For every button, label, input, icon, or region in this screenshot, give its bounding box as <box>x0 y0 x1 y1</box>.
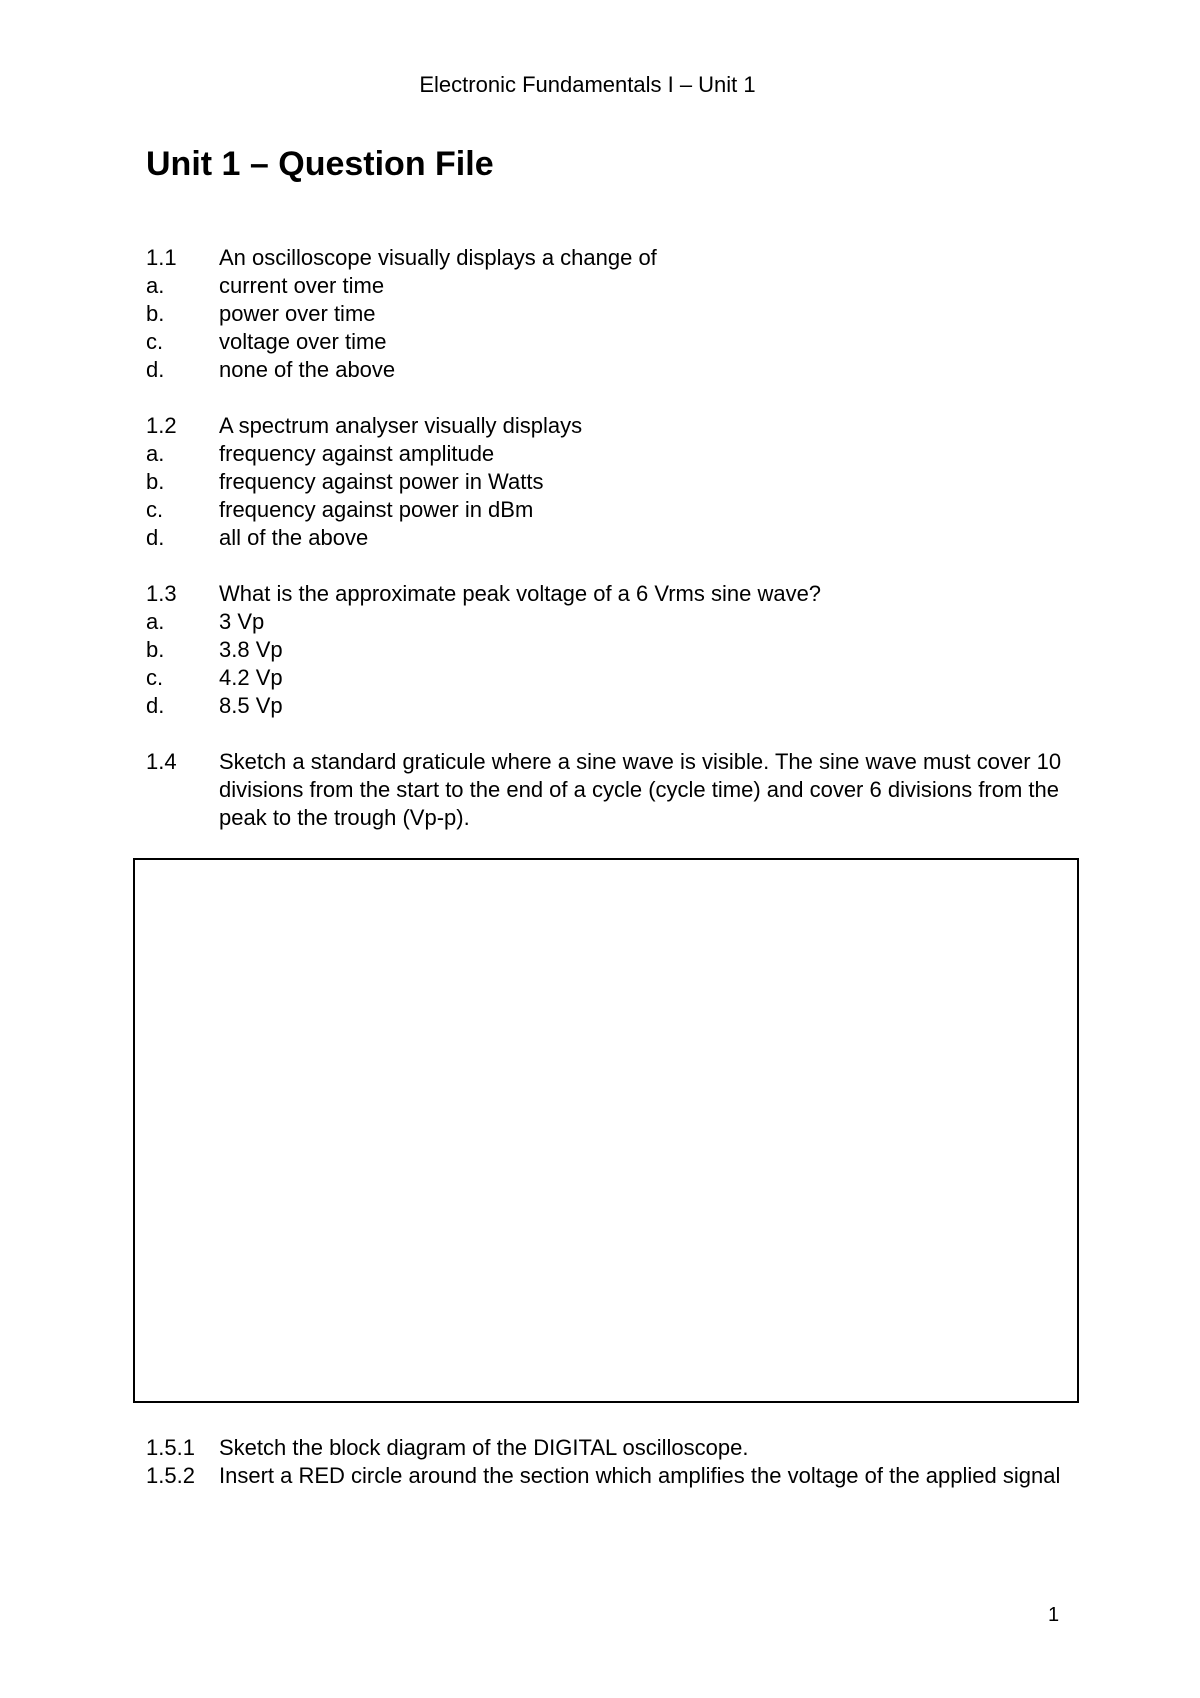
option-text: 3 Vp <box>219 609 265 634</box>
question-number: 1.4 <box>146 749 177 774</box>
question-1-1 <box>146 244 1066 384</box>
answer-option <box>146 636 1066 664</box>
option-letter: b. <box>146 469 165 494</box>
option-text: voltage over time <box>219 329 387 354</box>
question-stem <box>146 1462 1066 1490</box>
option-text: none of the above <box>219 357 396 382</box>
running-header: Electronic Fundamentals I – Unit 1 <box>419 72 756 97</box>
answer-option <box>146 468 1066 496</box>
option-text: 8.5 Vp <box>219 693 283 718</box>
option-letter: c. <box>146 329 164 354</box>
question-1-2 <box>146 412 1066 552</box>
answer-option <box>146 664 1066 692</box>
answer-option <box>146 356 1066 384</box>
option-text: 3.8 Vp <box>219 637 283 662</box>
question-1-4 <box>146 748 1066 832</box>
answer-option <box>146 328 1066 356</box>
option-text: current over time <box>219 273 385 298</box>
sketch-answer-box <box>133 858 1079 1403</box>
option-text: all of the above <box>219 525 369 550</box>
option-letter: a. <box>146 273 165 298</box>
question-text: A spectrum analyser visually displays <box>219 413 583 438</box>
question-text: Sketch a standard graticule where a sine wave is visible. The sine wave must cover 10 divisions from the start to the end of a cycle (cycle time) and cover 6 divisions from the peak to the trough (Vp-p). <box>219 749 1062 830</box>
answer-option <box>146 300 1066 328</box>
option-letter: b. <box>146 301 165 326</box>
question-1-3 <box>146 580 1066 720</box>
question-stem <box>146 412 1066 440</box>
option-text: 4.2 Vp <box>219 665 283 690</box>
answer-option <box>146 272 1066 300</box>
question-number: 1.5.1 <box>146 1435 195 1460</box>
option-text: power over time <box>219 301 376 326</box>
question-text: Sketch the block diagram of the DIGITAL oscilloscope. <box>219 1435 749 1460</box>
option-text: frequency against power in dBm <box>219 497 534 522</box>
question-number: 1.2 <box>146 413 177 438</box>
option-letter: d. <box>146 525 165 550</box>
option-text: frequency against amplitude <box>219 441 495 466</box>
question-stem <box>146 580 1066 608</box>
question-number: 1.1 <box>146 245 177 270</box>
question-number: 1.3 <box>146 581 177 606</box>
answer-option <box>146 692 1066 720</box>
answer-option <box>146 608 1066 636</box>
question-stem <box>146 1434 1066 1462</box>
question-number: 1.5.2 <box>146 1463 195 1488</box>
option-letter: a. <box>146 609 165 634</box>
question-text: An oscilloscope visually displays a change of <box>219 245 657 270</box>
page-title: Unit 1 – Question File <box>146 145 494 183</box>
option-letter: d. <box>146 693 165 718</box>
question-stem <box>146 244 1066 272</box>
option-letter: d. <box>146 357 165 382</box>
option-letter: b. <box>146 637 165 662</box>
answer-option <box>146 524 1066 552</box>
option-letter: a. <box>146 441 165 466</box>
question-text: Insert a RED circle around the section which amplifies the voltage of the applied signal <box>219 1463 1061 1488</box>
option-letter: c. <box>146 497 164 522</box>
option-text: frequency against power in Watts <box>219 469 544 494</box>
answer-option <box>146 440 1066 468</box>
answer-option <box>146 496 1066 524</box>
question-stem <box>146 748 1066 832</box>
question-1-5 <box>146 1434 1066 1490</box>
question-text: What is the approximate peak voltage of a 6 Vrms sine wave? <box>219 581 822 606</box>
option-letter: c. <box>146 665 164 690</box>
page-number: 1 <box>1048 1604 1060 1626</box>
